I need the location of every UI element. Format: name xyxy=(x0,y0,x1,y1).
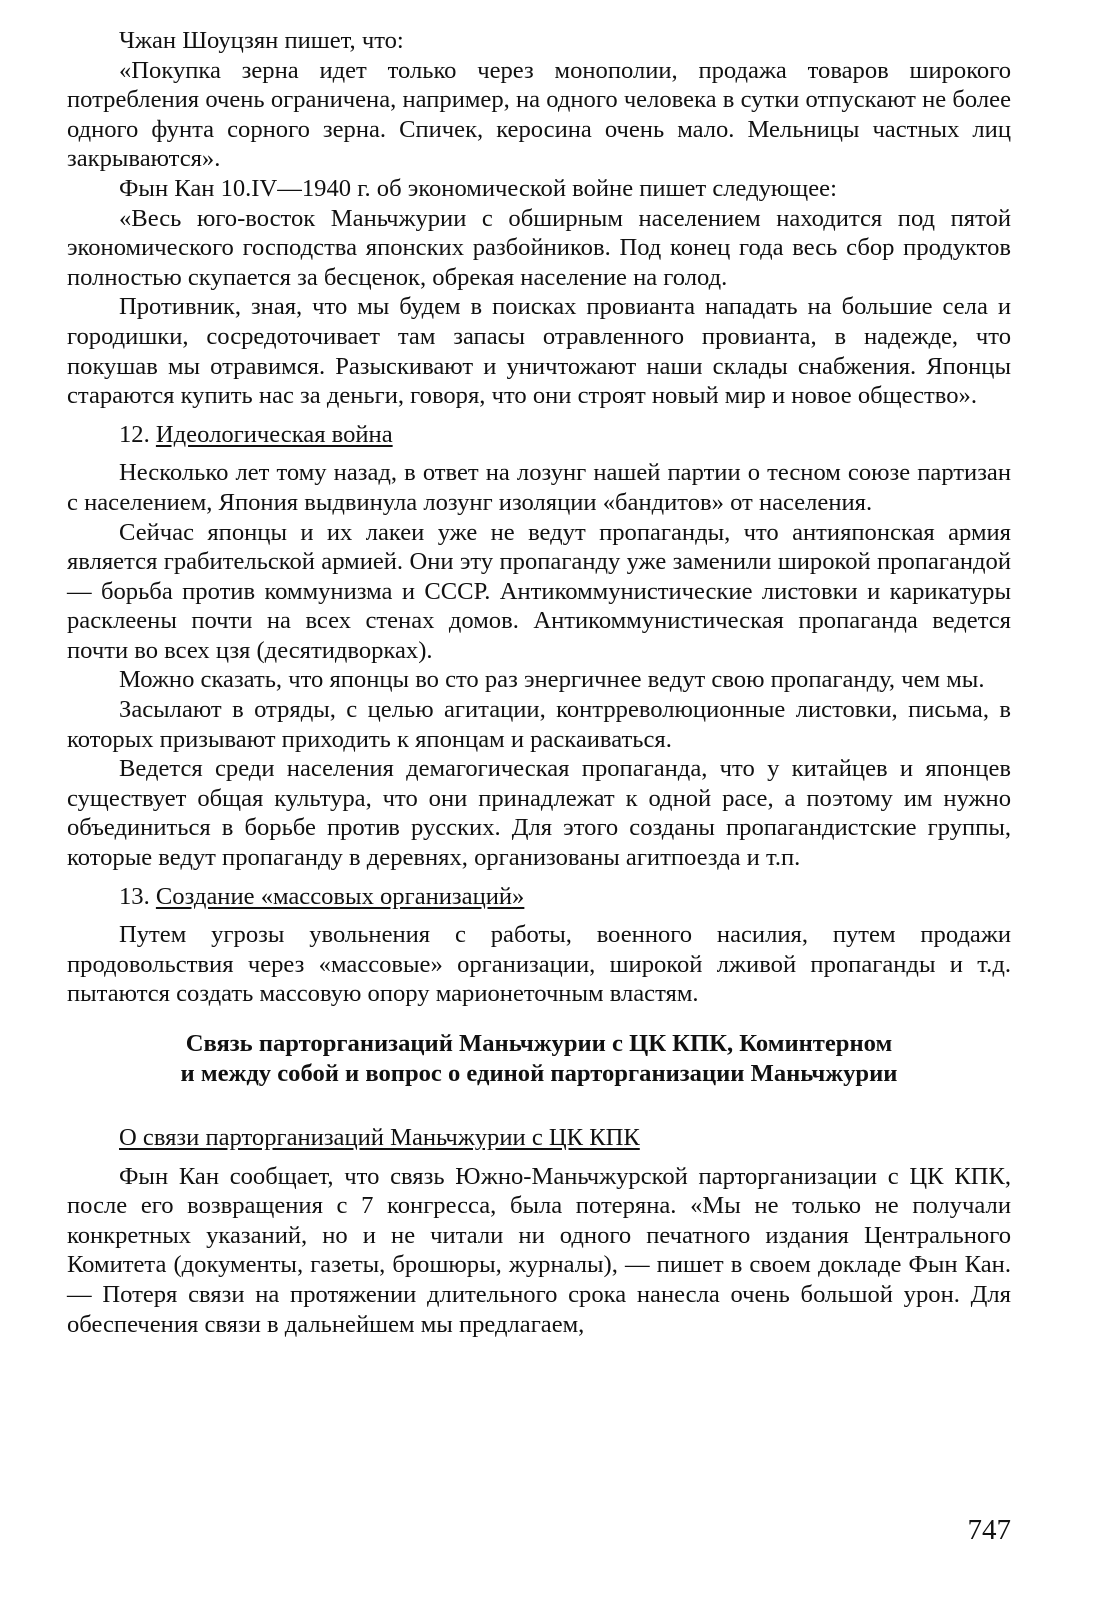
section-title: Идеологическая война xyxy=(155,420,393,448)
subsection-body xyxy=(67,1162,1011,1340)
chapter-heading-line: Связь парторганизаций Маньчжурии с ЦК КПК, Коминтерном xyxy=(185,1030,893,1057)
chapter-heading-line: и между собой и вопрос о единой парторганизации Маньчжурии xyxy=(180,1060,898,1087)
paragraph: «Весь юго-восток Маньчжурии с обширным населением находится под пятой экономического господства японских разбойников. Под конец года весь сбор продуктов полностью скупается за бесценок, обрекая население на голод. xyxy=(67,204,1011,291)
section-13-body xyxy=(67,920,1011,1009)
paragraph: «Покупка зерна идет только через монополии, продажа товаров широкого потребления очень ограничена, например, на одного человека в сутки отпускают не более одного фунта сорного зерна. Спичек, керосина очень мало. Мельницы частных лиц закрываются». xyxy=(67,56,1011,173)
paragraph: Чжан Шоуцзян пишет, что: xyxy=(119,27,404,54)
paragraph: Несколько лет тому назад, в ответ на лозунг нашей партии о тесном союзе партизан с населением, Япония выдвинула лозунг изоляции «бандитов» от населения. xyxy=(67,459,1011,516)
section-number: 13. xyxy=(119,882,150,910)
chapter-heading xyxy=(67,1029,1011,1089)
subsection-heading: О связи парторганизаций Маньчжурии с ЦК КПК xyxy=(119,1124,640,1151)
paragraph: Ведется среди населения демагогическая пропаганда, что у китайцев и японцев существует общая культура, что они принадлежат к одной расе, а поэтому им нужно объединиться в борьбе против русских. Для этого созданы пропагандистские группы, которые ведут пропаганду в деревнях, организованы агитпоезда и т.п. xyxy=(67,755,1011,872)
section-title: Создание «массовых организаций» xyxy=(155,882,525,910)
paragraph: Фын Кан сообщает, что связь Южно-Маньчжурской парторганизации с ЦК КПК, после его возвращения с 7 конгресса, была потеряна. «Мы не только не получали конкретных указаний, но и не читали ни одного печатного издания Центрального Комитета (документы, газеты, брошюры, журналы), — пишет в своем докладе Фын Кан. — Потеря связи на протяжении длительного срока нанесла очень большой урон. Для обеспечения связи в дальнейшем мы предлагаем, xyxy=(67,1162,1011,1338)
document-page xyxy=(67,26,1011,1339)
paragraph: Путем угрозы увольнения с работы, военного насилия, путем продажи продовольствия через «массовые» организации, широкой лживой пропаганды и т.д. пытаются создать массовую опору марионеточным властям. xyxy=(67,921,1011,1008)
page-number: 747 xyxy=(967,1514,1011,1546)
paragraph: Фын Кан 10.IV—1940 г. об экономической войне пишет следующее: xyxy=(119,174,837,202)
paragraph: Засылают в отряды, с целью агитации, контрреволюционные листовки, письма, в которых призывают приходить к японцам и раскаиваться. xyxy=(67,696,1011,753)
section-number: 12. xyxy=(119,420,150,448)
section-heading-13 xyxy=(67,882,1011,912)
paragraph: Противник, зная, что мы будем в поисках провианта нападать на большие села и городишки, сосредоточивает там запасы отравленного провианта, в надежде, что покушав мы отравимся. Разыскивают и уничтожают наши склады снабжения. Японцы стараются купить нас за деньги, говоря, что они строят новый мир и новое общество». xyxy=(67,293,1011,410)
paragraph: Сейчас японцы и их лакеи уже не ведут пропаганды, что антияпонская армия является грабительской армией. Они эту пропаганду уже заменили широкой пропагандой — борьба против коммунизма и СССР. Антикоммунистические листовки и карикатуры расклеены почти на всех стенах домов. Антикоммунистическая пропаганда ведется почти во всех цзя (десятидворках). xyxy=(67,518,1011,664)
section-heading-12 xyxy=(67,420,1011,450)
intro-block xyxy=(67,26,1011,411)
section-12-body xyxy=(67,458,1011,872)
paragraph: Можно сказать, что японцы во сто раз энергичнее ведут свою пропаганду, чем мы. xyxy=(119,666,985,694)
